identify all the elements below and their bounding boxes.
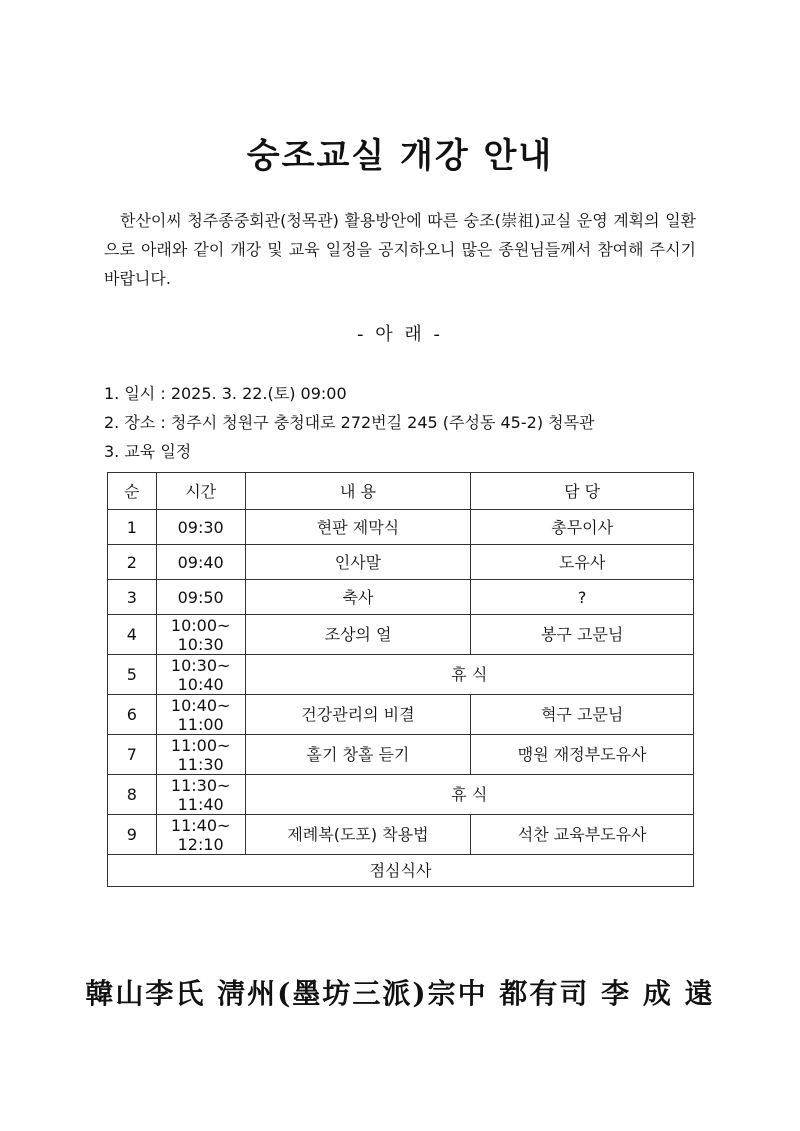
page-title: 숭조교실 개강 안내 xyxy=(246,136,554,176)
cell-content: 홀기 창홀 듣기 xyxy=(245,735,471,775)
table-row xyxy=(108,510,694,545)
intro-paragraph: 한산이씨 청주종중회관(청목관) 활용방안에 따른 숭조(崇祖)교실 운영 계획의 일환으로 아래와 같이 개강 및 교육 일정을 공지하오니 많은 종원님들께서 참여해 주시기 바랍니다. xyxy=(104,211,696,288)
item-location: 2. 장소 : 청주시 청원구 충청대로 272번길 245 (주성동 45-2) 청목관 xyxy=(104,413,595,432)
cell-person: 석찬 교육부도유사 xyxy=(471,815,694,855)
cell-no: 5 xyxy=(108,655,157,695)
cell-content: 조상의 얼 xyxy=(245,615,471,655)
cell-person: 봉구 고문님 xyxy=(471,615,694,655)
cell-no: 8 xyxy=(108,775,157,815)
cell-time: 10:30~ 10:40 xyxy=(156,655,245,695)
cell-time: 11:30~ 11:40 xyxy=(156,775,245,815)
cell-content: 제례복(도포) 착용법 xyxy=(245,815,471,855)
cell-no: 4 xyxy=(108,615,157,655)
table-footer-row xyxy=(108,855,694,887)
table-row xyxy=(108,815,694,855)
cell-no: 7 xyxy=(108,735,157,775)
cell-time: 10:00~ 10:30 xyxy=(156,615,245,655)
cell-time: 09:30 xyxy=(156,510,245,545)
cell-no: 9 xyxy=(108,815,157,855)
cell-break: 휴 식 xyxy=(245,775,693,815)
header-no: 순 xyxy=(108,473,157,510)
cell-time: 11:00~ 11:30 xyxy=(156,735,245,775)
section-divider-heading: - 아 래 - xyxy=(357,324,443,345)
cell-no: 3 xyxy=(108,580,157,615)
cell-content: 현판 제막식 xyxy=(245,510,471,545)
cell-time: 09:50 xyxy=(156,580,245,615)
cell-no: 6 xyxy=(108,695,157,735)
table-row xyxy=(108,615,694,655)
table-header-row xyxy=(108,473,694,510)
cell-no: 2 xyxy=(108,545,157,580)
table-row xyxy=(108,735,694,775)
cell-person: 총무이사 xyxy=(471,510,694,545)
lunch-cell: 점심식사 xyxy=(108,855,694,887)
table-row xyxy=(108,580,694,615)
cell-person: ? xyxy=(471,580,694,615)
table-row xyxy=(108,545,694,580)
item-schedule-label: 3. 교육 일정 xyxy=(104,442,192,461)
cell-person: 도유사 xyxy=(471,545,694,580)
cell-content: 축사 xyxy=(245,580,471,615)
cell-content: 건강관리의 비결 xyxy=(245,695,471,735)
schedule-table xyxy=(107,472,694,887)
cell-time: 09:40 xyxy=(156,545,245,580)
header-person: 담 당 xyxy=(471,473,694,510)
cell-time: 10:40~ 11:00 xyxy=(156,695,245,735)
signature-line: 韓山李氏 淸州(墨坊三派)宗中 都有司 李 成 遠 xyxy=(85,977,715,1010)
cell-content: 인사말 xyxy=(245,545,471,580)
table-row xyxy=(108,695,694,735)
header-time: 시간 xyxy=(156,473,245,510)
header-content: 내 용 xyxy=(245,473,471,510)
cell-person: 맹원 재정부도유사 xyxy=(471,735,694,775)
cell-person: 혁구 고문님 xyxy=(471,695,694,735)
table-row xyxy=(108,775,694,815)
cell-no: 1 xyxy=(108,510,157,545)
schedule-body xyxy=(108,510,694,855)
table-row xyxy=(108,655,694,695)
cell-break: 휴 식 xyxy=(245,655,693,695)
cell-time: 11:40~ 12:10 xyxy=(156,815,245,855)
item-datetime: 1. 일시 : 2025. 3. 22.(토) 09:00 xyxy=(104,384,347,403)
